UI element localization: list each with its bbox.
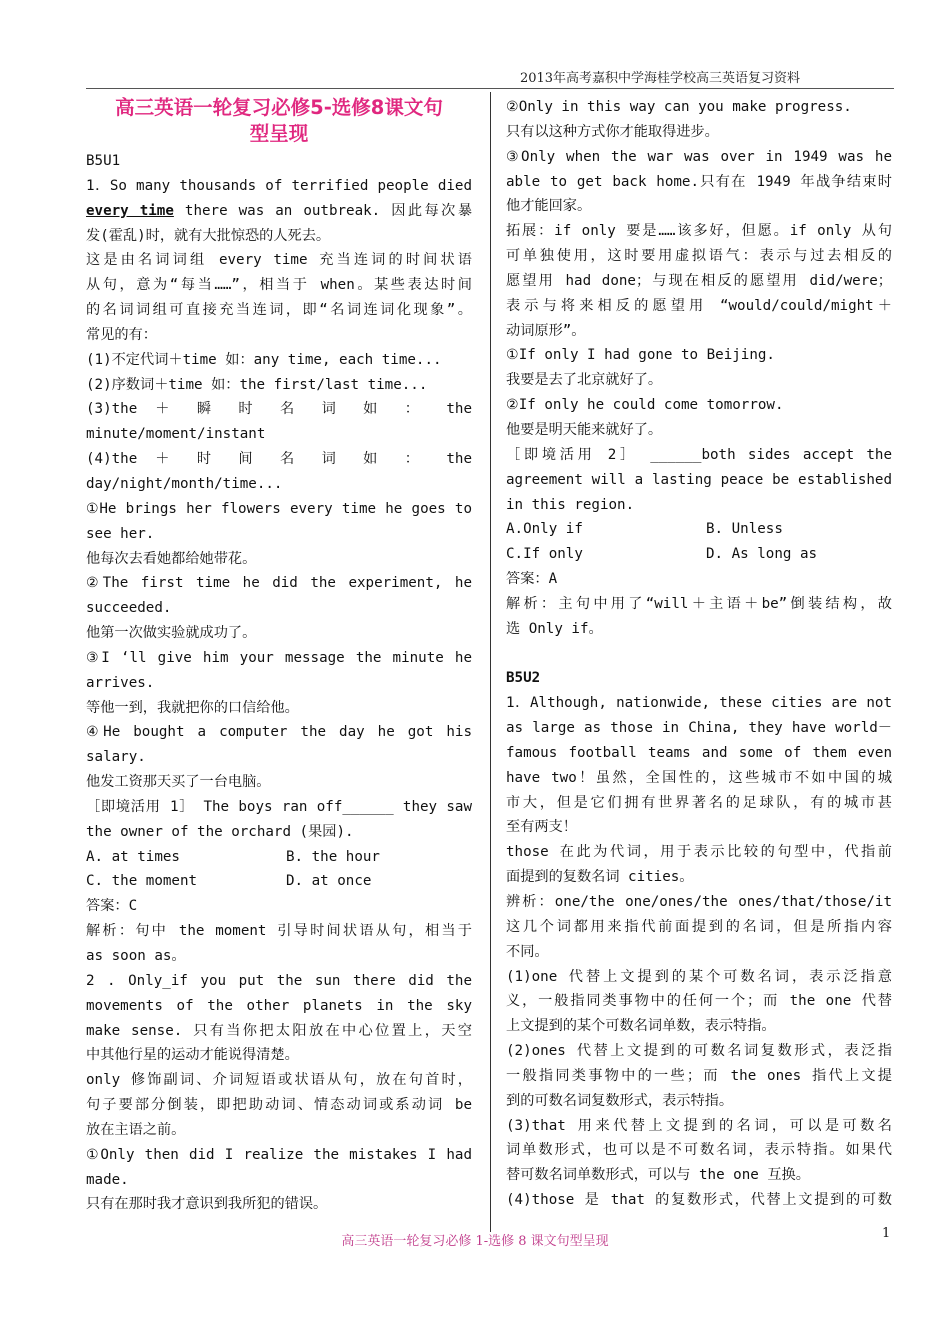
answer-option: A. at times [86, 848, 180, 865]
text-line [86, 199, 472, 224]
text-line: 上文提到的某个可数名词单数，表示特指。 [506, 1018, 776, 1035]
text-line: 动词原形”。 [506, 322, 586, 339]
text-line: 他要是明天能来就好了。 [506, 421, 663, 438]
text-line: 从句，意为“每当……”，相当于 when。某些表达时间 [86, 277, 472, 294]
text-line: 词单数形式，也可以是不可数名词，表示特指。如果代 [506, 1142, 892, 1159]
text-line: (2)序数词＋time 如：the first/last time... [86, 376, 428, 393]
text-line: 替可数名词单数形式，可以与 the one 互换。 [506, 1167, 810, 1184]
text-line: salary. [86, 749, 146, 766]
text-line: 他第一次做实验就成功了。 [86, 625, 257, 642]
answer-option: A.Only if [506, 521, 583, 538]
text-line: 解析：主句中用了“will＋主语＋be”倒装结构，故 [506, 595, 892, 612]
text-line: 愿望用 had done；与现在相反的愿望用 did/were； [506, 272, 892, 289]
text-line: succeeded. [86, 600, 172, 617]
title-line-1: 高三英语一轮复习必修5-选修8课文句 [115, 96, 443, 119]
answer-option: C.If only [506, 546, 583, 563]
text-line: ①He brings her flowers every time he goes to [86, 500, 472, 517]
text-line: 只有以这种方式你才能取得进步。 [506, 123, 719, 140]
answer-option: B. Unless [706, 521, 783, 538]
text-line: agreement will a lasting peace be established [506, 471, 892, 488]
answer-option: B. the hour [286, 848, 380, 865]
text-line: 句子要部分倒装，即把助动词、情态动词或系动词 be [86, 1097, 472, 1114]
text-line: see her. [86, 525, 155, 542]
text-line: 市大，但是它们拥有世界著名的足球队，有的城市甚 [506, 794, 892, 811]
text-line: 等他一到，我就把你的口信给他。 [86, 699, 299, 716]
document-title [86, 95, 472, 147]
header-rule [86, 88, 894, 89]
text-line: the owner of the orchard (果园). [86, 823, 354, 840]
text-line: minute/moment/instant [86, 426, 266, 443]
text-line: make sense. 只有当你把太阳放在中心位置上，天空 [86, 1022, 472, 1039]
text-line: ①If only I had gone to Beijing. [506, 347, 775, 364]
text-line: 表示与将来相反的愿望用 “would/could/might＋ [506, 297, 892, 314]
text-line: (2)ones 代替上文提到的可数名词复数形式，表泛指 [506, 1043, 892, 1060]
text-line: have two！虽然，全国性的，这些城市不如中国的城 [506, 769, 892, 786]
text-line: ［即境活用 1］ The boys ran off______ they saw [86, 798, 472, 815]
text-line: (3)the ＋ 瞬 时 名 词 如 ： the [86, 401, 472, 418]
left-column [86, 95, 472, 1217]
text-line: made. [86, 1171, 129, 1188]
text-line: 的名词词组可直接充当连词，即“名词连词化现象”。 [86, 302, 472, 319]
text-line: 拓展：if only 要是……该多好，但愿。if only 从句 [506, 223, 892, 240]
text-line: 答案：A [506, 571, 558, 588]
text-line: as soon as。 [86, 948, 186, 964]
text-line: ③Only when the war was over in 1949 was he [506, 148, 892, 165]
answer-options-row [86, 845, 472, 870]
text-line: in this region. [506, 496, 635, 513]
right-column [506, 95, 892, 1213]
text-line: famous football teams and some of them even [506, 744, 892, 761]
text-line: 1．So many thousands of terrified people died [86, 177, 472, 194]
right-text [506, 95, 892, 1213]
blank-line [506, 642, 892, 667]
page-number: 1 [882, 1226, 891, 1241]
answer-option: D. at once [286, 873, 372, 890]
text-line: 发(霍乱)时，就有大批惊恐的人死去。 [86, 227, 331, 244]
text-line: 答案：C [86, 898, 138, 915]
text-line: ②The first time he did the experiment, he [86, 575, 472, 592]
text-line: (4)those 是 that 的复数形式，代替上文提到的可数 [506, 1192, 892, 1209]
text-line: 义，一般指同类事物中的任何一个；而 the one 代替 [506, 993, 892, 1010]
text-line: 只有在那时我才意识到我所犯的错误。 [86, 1196, 328, 1213]
text-line: those 在此为代词，用于表示比较的句型中，代指前 [506, 844, 892, 861]
text-line: 1．Although, nationwide, these cities are not [506, 695, 892, 712]
text-line: 2 . Only_if you put the sun there did the [86, 972, 472, 989]
answer-options-row [506, 517, 892, 542]
text-line: 他发工资那天买了一台电脑。 [86, 774, 271, 791]
key-phrase: every time [86, 202, 174, 219]
text-line: 我要是去了北京就好了。 [506, 372, 663, 389]
title-line-2: 型呈现 [249, 122, 309, 145]
text-line: ［即境活用 2］ ______both sides accept the [506, 446, 892, 463]
answer-option: C. the moment [86, 873, 198, 890]
line-text: there was an outbreak. 因此每次暴 [173, 202, 472, 219]
text-line: (3)that 用来代替上文提到的名词，可以是可数名 [506, 1117, 892, 1134]
text-line: movements of the other planets in the sky [86, 997, 472, 1014]
text-line: day/night/month/time... [86, 475, 283, 492]
text-line: 他每次去看她都给她带花。 [86, 550, 257, 567]
text-line: 他才能回家。 [506, 198, 592, 215]
text-line: 这是由名词词组 every time 充当连词的时间状语 [86, 252, 472, 269]
text-line: 这几个词都用来指代前面提到的名词，但是所指内容 [506, 918, 892, 935]
page-header: 2013年高考嘉积中学海桂学校高三英语复习资料 [519, 71, 801, 86]
page-footer: 高三英语一轮复习必修 1-选修 8 课文句型呈现 [341, 1234, 609, 1249]
text-line: ③I ‘ll give him your message the minute he [86, 649, 472, 666]
text-line: 至有两支！ [506, 819, 577, 836]
text-line: ②If only he could come tomorrow. [506, 397, 784, 414]
text-line: 不同。 [506, 943, 549, 960]
text-line: ①Only then did I realize the mistakes I had [86, 1146, 472, 1163]
text-line: only 修饰副词、介词短语或状语从句，放在句首时， [86, 1072, 472, 1089]
text-line: 中其他行星的运动才能说得清楚。 [86, 1047, 299, 1064]
answer-options-row [506, 542, 892, 567]
text-line: 可单独使用，这时要用虚拟语气：表示与过去相反的 [506, 248, 892, 265]
text-line: 面提到的复数名词 cities。 [506, 869, 694, 886]
text-line: 一般指同类事物中的一些；而 the ones 指代上文提 [506, 1067, 892, 1084]
text-line: (1)one 代替上文提到的某个可数名词，表示泛指意 [506, 968, 892, 985]
section-heading: B5U2 [506, 670, 541, 687]
text-line: 解析：句中 the moment 引导时间状语从句，相当于 [86, 923, 472, 940]
left-text [86, 149, 472, 1217]
text-line: (1)不定代词＋time 如：any time, each time... [86, 351, 442, 368]
answer-option: D. As long as [706, 546, 818, 563]
text-line: 到的可数名词复数形式，表示特指。 [506, 1092, 734, 1109]
text-line: ④He bought a computer the day he got his [86, 724, 472, 741]
text-line: ②Only in this way can you make progress. [506, 99, 852, 115]
text-line: arrives. [86, 674, 155, 691]
text-line: 选 Only if。 [506, 620, 603, 637]
text-line: (4)the ＋ 时 间 名 词 如 ： the [86, 451, 472, 468]
text-line: able to get back home.只有在 1949 年战争结束时 [506, 173, 892, 190]
column-divider [490, 92, 491, 1232]
text-line: 辨析：one/the one/ones/the ones/that/those/it [506, 894, 892, 910]
section-heading: B5U1 [86, 153, 121, 169]
answer-options-row [86, 869, 472, 894]
text-line: 常见的有： [86, 326, 157, 343]
text-line: as large as those in China, they have world－ [506, 720, 892, 737]
text-line: 放在主语之前。 [86, 1121, 186, 1138]
